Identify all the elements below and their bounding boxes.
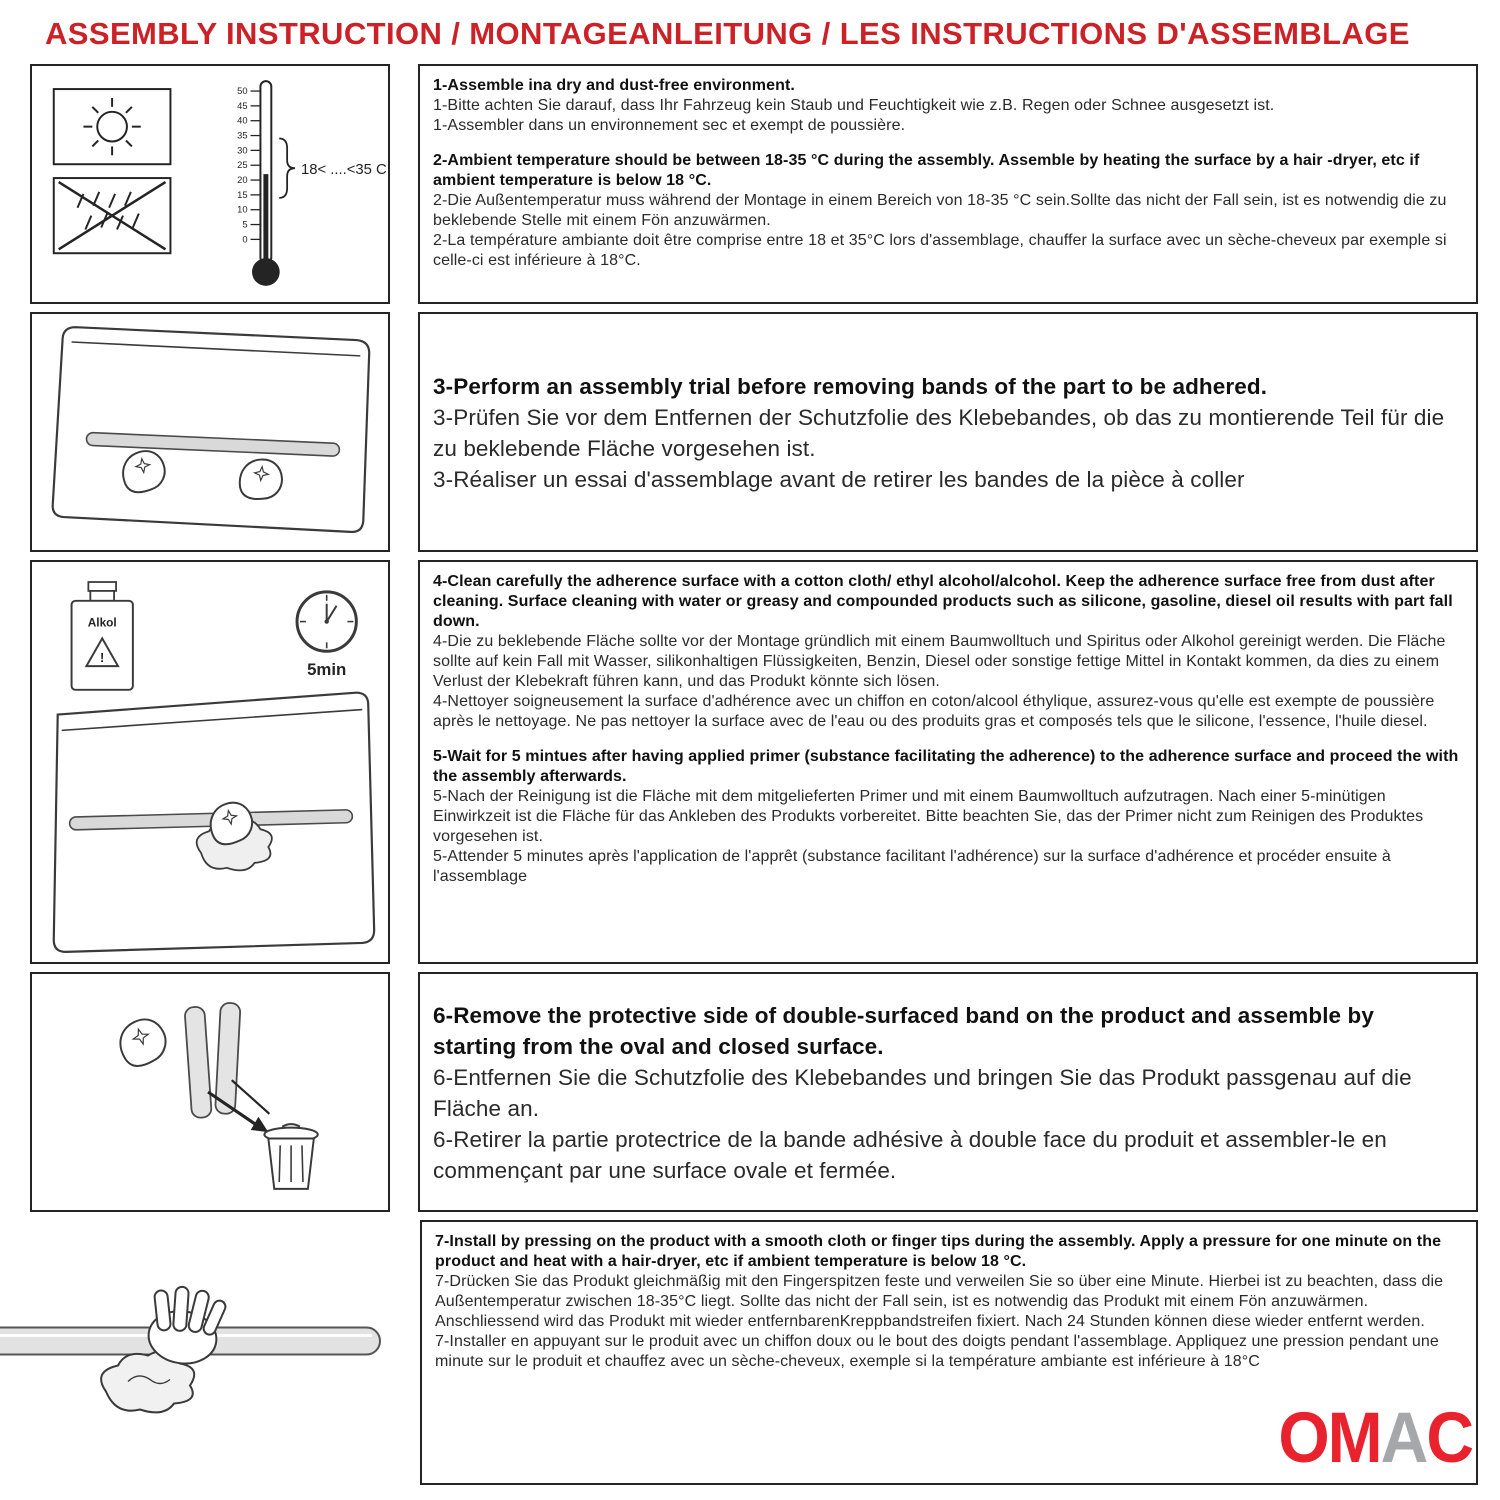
environment-temperature-illustration xyxy=(30,64,390,304)
instruction-en: 4-Clean carefully the adherence surface with a cotton cloth/ ethyl alcohol/alcohol. Keep the adherence surface free from dust after cleaning. Surface cleaning with water or greasy and compounded products such as silicone, gasoline, diesel oil results with part fall down. xyxy=(433,573,1453,630)
instruction-rows xyxy=(0,64,1500,1485)
step-text-6 xyxy=(418,972,1478,1212)
clock-label: 5min xyxy=(307,659,347,679)
remove-band-svg xyxy=(32,974,388,1210)
temperature-range-label: 18< ....<35 C xyxy=(300,162,387,179)
instruction-de: 4-Die zu beklebende Fläche sollte vor der Montage gründlich mit einem Baumwolltuch und Spiritus oder Alkohol gereinigt werden. Die Fläche sollte auf kein Fall mit Wasser, silikonhaltigen Flüssigkeiten, Benzin, Diesel oder sonstige fettige Mittel in Kontakt kommen, da dies zu einem Verlust der Klebekraft führen kann, und das Produkt könnte sich lösen. xyxy=(433,633,1446,690)
step-text-1-2 xyxy=(418,64,1478,304)
bottle-label: Alkol xyxy=(87,615,117,630)
svg-text:0: 0 xyxy=(242,233,248,245)
svg-text:20: 20 xyxy=(237,174,248,186)
cleaning-illustration xyxy=(30,560,390,964)
thermometer-scale xyxy=(237,85,247,244)
step-row-1 xyxy=(30,64,1478,304)
svg-text:40: 40 xyxy=(237,114,248,126)
car-panel-outline xyxy=(53,327,370,532)
instruction-en: 3-Perform an assembly trial before removing bands of the part to be adhered. xyxy=(433,373,1268,399)
range-brace xyxy=(279,139,295,198)
press-install-illustration xyxy=(0,1220,392,1485)
warning-mark: ! xyxy=(100,650,105,666)
step-row-5 xyxy=(30,1220,1478,1485)
thermometer-icon xyxy=(237,81,387,286)
instruction-fr: 6-Retirer la partie protectrice de la bande adhésive à double face du produit et assembler-le en commençant par une surface ovale et fermée. xyxy=(433,1127,1387,1184)
instruction-fr: 3-Réaliser un essai d'assemblage avant de retirer les bandes de la pièce à coller xyxy=(433,467,1245,493)
page-title: ASSEMBLY INSTRUCTION / MONTAGEANLEITUNG / LES INSTRUCTIONS D'ASSEMBLAGE xyxy=(45,16,1410,51)
protective-strips xyxy=(184,1003,240,1119)
step-text-3 xyxy=(418,312,1478,552)
svg-text:15: 15 xyxy=(237,188,248,200)
instruction-de: 2-Die Außentemperatur muss während der Montage in einem Bereich von 18-35 °C sein.Sollte das nicht der Fall sein, ist es notwendig die zu beklebende Stelle mit einem Fön anzuwärmen. xyxy=(433,192,1447,229)
svg-text:50: 50 xyxy=(237,85,248,97)
cleaning-svg xyxy=(32,562,388,962)
instruction-en: 7-Install by pressing on the product with a smooth cloth or finger tips during the assembly. Apply a pressure for one minute on the product and heat with a hair-dryer, etc if ambient temperature is below 18 °C. xyxy=(435,1233,1442,1270)
no-rain-icon xyxy=(54,178,171,253)
logo-om: OM xyxy=(1278,1397,1381,1477)
omac-logo xyxy=(1278,1397,1472,1477)
sun-icon xyxy=(54,89,171,164)
svg-text:45: 45 xyxy=(237,99,248,111)
step-row-3 xyxy=(30,560,1478,964)
svg-text:10: 10 xyxy=(237,203,248,215)
svg-text:5: 5 xyxy=(242,218,248,230)
instruction-fr: 1-Assembler dans un environnement sec et exempt de poussière. xyxy=(433,117,906,134)
step-row-2 xyxy=(30,312,1478,552)
instruction-de: 6-Entfernen Sie die Schutzfolie des Klebebandes und bringen Sie das Produkt passgenau auf die Fläche an. xyxy=(433,1064,1412,1121)
step-row-4 xyxy=(30,972,1478,1212)
instruction-en: 1-Assemble ina dry and dust-free environment. xyxy=(433,77,795,94)
instruction-fr: 7-Installer en appuyant sur le produit avec un chiffon doux ou le bout des doigts pendant l'assemblage. Appliquez une pression pendant une minute sur le produit et chauffez avec un sèche-cheveux, exemple si la température ambiante est inférieure à 18°C xyxy=(435,1333,1439,1370)
assembly-trial-illustration xyxy=(30,312,390,552)
press-install-svg xyxy=(0,1220,392,1485)
step-text-4-5 xyxy=(418,560,1478,964)
svg-text:35: 35 xyxy=(237,129,248,141)
svg-text:30: 30 xyxy=(237,144,248,156)
assembly-trial-svg xyxy=(32,314,388,550)
environment-temperature-svg xyxy=(32,66,388,302)
logo-a: A xyxy=(1380,1397,1427,1477)
logo-c: C xyxy=(1426,1397,1472,1477)
hand-icon xyxy=(114,1014,171,1070)
svg-text:25: 25 xyxy=(237,159,248,171)
instruction-de: 5-Nach der Reinigung ist die Fläche mit dem mitgelieferten Primer und mit einem Baumwolltuch aufzutragen. Nach einer 5-minütigen Einwirkzeit ist die Fläche für das Ankleben des Produkts vorbereitet. Bitte beachten Sie, das der Primer nicht zum Reinigen des Produktes vorgesehen ist. xyxy=(433,788,1424,845)
alcohol-bottle-icon xyxy=(72,582,133,690)
instruction-fr: 2-La température ambiante doit être comprise entre 18 et 35°C lors d'assemblage, chauffer la surface avec un sèche-cheveux par exemple si celle-ci est inférieure à 18°C. xyxy=(433,232,1447,269)
instruction-en: 5-Wait for 5 mintues after having applied primer (substance facilitating the adherence) to the adherence surface and proceed the with the assembly afterwards. xyxy=(433,748,1459,785)
instruction-fr: 5-Attender 5 minutes après l'application de l'apprêt (substance facilitant l'adhérence) sur la surface d'adhérence et procéder ensuite à l'assemblage xyxy=(433,848,1391,885)
remove-band-illustration xyxy=(30,972,390,1212)
trash-can-icon xyxy=(264,1124,317,1189)
instruction-en: 2-Ambient temperature should be between 18-35 °C during the assembly. Assemble by heating the surface by a hair -dryer, etc if ambient temperature is below 18 °C. xyxy=(433,152,1420,189)
instruction-de: 1-Bitte achten Sie darauf, dass Ihr Fahrzeug kein Staub und Feuchtigkeit wie z.B. Regen oder Schnee ausgesetzt ist. xyxy=(433,97,1275,114)
instruction-de: 3-Prüfen Sie vor dem Entfernen der Schutzfolie des Klebebandes, ob das zu montierende Teil für die zu beklebende Fläche vorgesehen ist. xyxy=(433,404,1445,461)
clock-icon xyxy=(297,592,356,679)
instruction-fr: 4-Nettoyer soigneusement la surface d'adhérence avec un chiffon en coton/alcool éthylique, assurez-vous qu'elle est exempte de poussière après le nettoyage. Ne pas nettoyer la surface avec de l'eau ou des produits gras et composés tels que le silicone, l'essence, l'huile diesel. xyxy=(433,693,1435,730)
instruction-en: 6-Remove the protective side of double-surfaced band on the product and assemble by starting from the oval and closed surface. xyxy=(433,1002,1374,1059)
instruction-de: 7-Drücken Sie das Produkt gleichmäßig mit den Fingerspitzen feste und verweilen Sie so über eine Minute. Hierbei ist zu beachten, dass die Außentemperatur zwischen 18-35°C liegt. Sollte das nicht der Fall sein, ist es notwendig das Produkt mit einem Fön anzuwärmen. Anschliessend wird das Produkt mit wieder entfernbarenKreppbandstreifen fixiert. Nach 24 Stunden können diese wieder entfernt werden. xyxy=(435,1273,1444,1330)
